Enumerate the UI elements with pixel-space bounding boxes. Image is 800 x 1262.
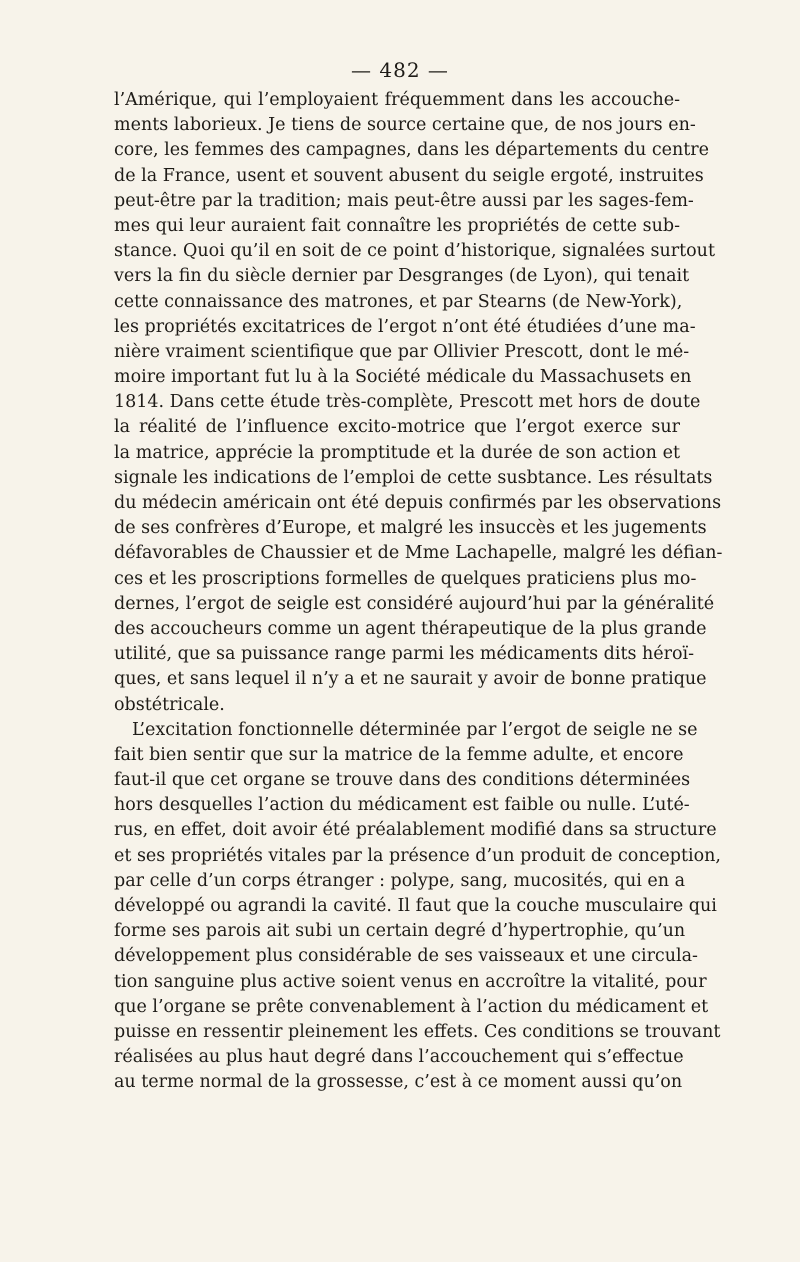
text-line: 1814. Dans cette étude très-complète, Prescott met hors de doute: [114, 392, 701, 413]
text-line: core, les femmes des campagnes, dans les départements du centre: [114, 140, 710, 161]
text-line: forme ses parois ait subi un certain degré d’hypertrophie, qu’un: [114, 921, 686, 942]
text-line: fait bien sentir que sur la matrice de la femme adulte, et encore: [114, 744, 684, 765]
text-line: hors desquelles l’action du médicament est faible ou nulle. L’uté-: [114, 795, 690, 816]
text-line: par celle d’un corps étranger : polype, sang, mucosités, qui en a: [114, 870, 686, 891]
text-line: la réalité de l’influence excito-motrice que l’ergot exerce sur: [114, 417, 680, 438]
text-line: vers la fin du siècle dernier par Desgranges (de Lyon), qui tenait: [114, 266, 690, 287]
text-line: ces et les proscriptions formelles de quelques praticiens plus mo-: [114, 568, 697, 589]
text-line: rus, en effet, doit avoir été préalablement modifié dans sa structure: [114, 820, 717, 841]
text-line: de ses confrères d’Europe, et malgré les insuccès et les jugements: [114, 518, 707, 539]
text-line: nière vraiment scientifique que par Ollivier Prescott, dont le mé-: [114, 341, 690, 362]
text-line: développé ou agrandi la cavité. Il faut que la couche musculaire qui: [114, 896, 717, 916]
text-line: peut-être par la tradition; mais peut-être aussi par les sages-fem-: [114, 190, 694, 211]
text-line: réalisées au plus haut degré dans l’accouchement qui s’effectue: [114, 1047, 684, 1068]
paragraph: [114, 88, 723, 718]
text-line: utilité, que sa puissance range parmi les médicaments dits héroï-: [114, 644, 695, 665]
text-line: tion sanguine plus active soient venus en accroître la vitalité, pour: [114, 971, 707, 992]
text-line: des accoucheurs comme un agent thérapeutique de la plus grande: [114, 618, 707, 639]
text-line: développement plus considérable de ses vaisseaux et une circula-: [114, 946, 698, 967]
text-line: au terme normal de la grossesse, c’est à ce moment aussi qu’on: [114, 1072, 683, 1093]
text-line: stance. Quoi qu’il en soit de ce point d’historique, signalées surtout: [114, 241, 715, 262]
text-line: faut-il que cet organe se trouve dans des conditions déterminées: [114, 770, 691, 791]
text-line: ques, et sans lequel il n’y a et ne saurait y avoir de bonne pratique: [114, 669, 707, 690]
text-line: dernes, l’ergot de seigle est considéré aujourd’hui par la généralité: [114, 593, 715, 614]
text-line: et ses propriétés vitales par la présence d’un produit de conception,: [114, 845, 721, 866]
text-line: mes qui leur auraient fait connaître les propriétés de cette sub-: [114, 215, 680, 236]
paragraph: [114, 718, 721, 1096]
body-text: [114, 88, 723, 1096]
text-line: l’Amérique, qui l’employaient fréquemment dans les accouche-: [114, 90, 680, 110]
text-line: puisse en ressentir pleinement les effets. Ces conditions se trouvant: [114, 1021, 721, 1042]
text-line: L’excitation fonctionnelle déterminée par l’ergot de seigle ne se: [132, 719, 698, 740]
text-line: les propriétés excitatrices de l’ergot n’ont été étudiées d’une ma-: [114, 316, 696, 337]
text-line: obstétricale.: [114, 694, 225, 715]
text-line: défavorables de Chaussier et de Mme Lachapelle, malgré les défian-: [114, 543, 723, 564]
text-line: du médecin américain ont été depuis confirmés par les observations: [114, 493, 722, 513]
page-number: — 482 —: [351, 58, 449, 82]
text-line: ments laborieux. Je tiens de source certaine que, de nos jours en-: [114, 115, 696, 136]
text-line: la matrice, apprécie la promptitude et la durée de son action et: [114, 442, 680, 463]
text-line: signale les indications de l’emploi de cette susbtance. Les résultats: [114, 467, 713, 488]
text-line: moire important fut lu à la Société médicale du Massachusets en: [114, 367, 692, 388]
text-line: que l’organe se prête convenablement à l’action du médicament et: [114, 996, 709, 1017]
text-line: cette connaissance des matrones, et par Stearns (de New-York),: [114, 291, 683, 312]
text-line: de la France, usent et souvent abusent du seigle ergoté, instruites: [114, 165, 704, 186]
